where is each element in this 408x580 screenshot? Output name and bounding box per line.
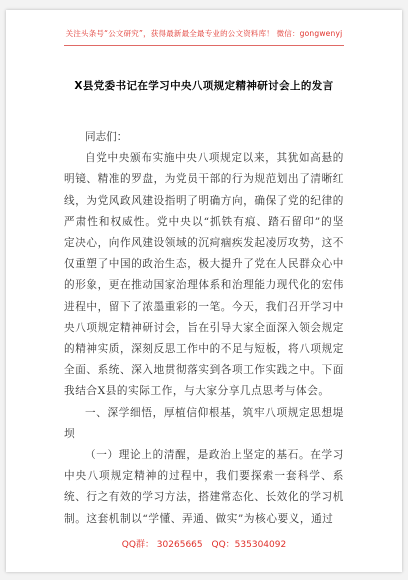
qq-contact-text: QQ：535304092 <box>211 540 287 550</box>
contact-footer <box>6 537 402 550</box>
paragraph-subsection-1: （一）理论上的清醒，是政治上坚定的基石。在学习中央八项规定精神的过程中，我们要探索一套科学、系统、行之有效的学习方法，搭建常态化、长效化的学习机制。这套机制以“学懂、弄通、做实”为核心要义，通过 <box>64 449 344 525</box>
promo-header: 关注头条号“公文研究”，获得最新最全最专业的公文资料库！ 微信：gongwenyj <box>65 29 343 38</box>
document-body <box>64 127 344 530</box>
qq-group-text: QQ群： 30265665 <box>121 540 203 550</box>
document-page <box>6 10 402 572</box>
section-heading-1: 一、深学细悟，厚植信仰根基，筑牢八项规定思想堤坝 <box>64 406 344 440</box>
header-divider <box>64 45 344 46</box>
paragraph-intro: 自党中央颁布实施中央八项规定以来，其犹如高悬的明镜、精准的罗盘，为党员干部的行为规范划出了清晰红线，为党风政风建设指明了明确方向，确保了党的纪律的严肃性和权威性。党中央以“抓铁有痕、踏石留印”的坚定决心，向作风建设领域的沉疴痼疾发起凌厉攻势，这不仅重塑了中国的政治生态，极大提升了党在人民群众心中的形象，更在推动国家治理体系和治理能力现代化的宏伟进程中，留下了浓墨重彩的一笔。今天，我们召开学习中央八项规定精神研讨会，旨在引导大家全面深入领会规定的精神实质，深刻反思工作中的不足与短板，将八项规定全面、系统、深入地贯彻落实到各项工作实践之中。下面我结合X县的实际工作，与大家分享几点思考与体会。 <box>64 152 344 398</box>
document-title: X县党委书记在学习中央八项规定精神研讨会上的发言 <box>74 80 334 92</box>
salutation: 同志们： <box>85 131 128 143</box>
